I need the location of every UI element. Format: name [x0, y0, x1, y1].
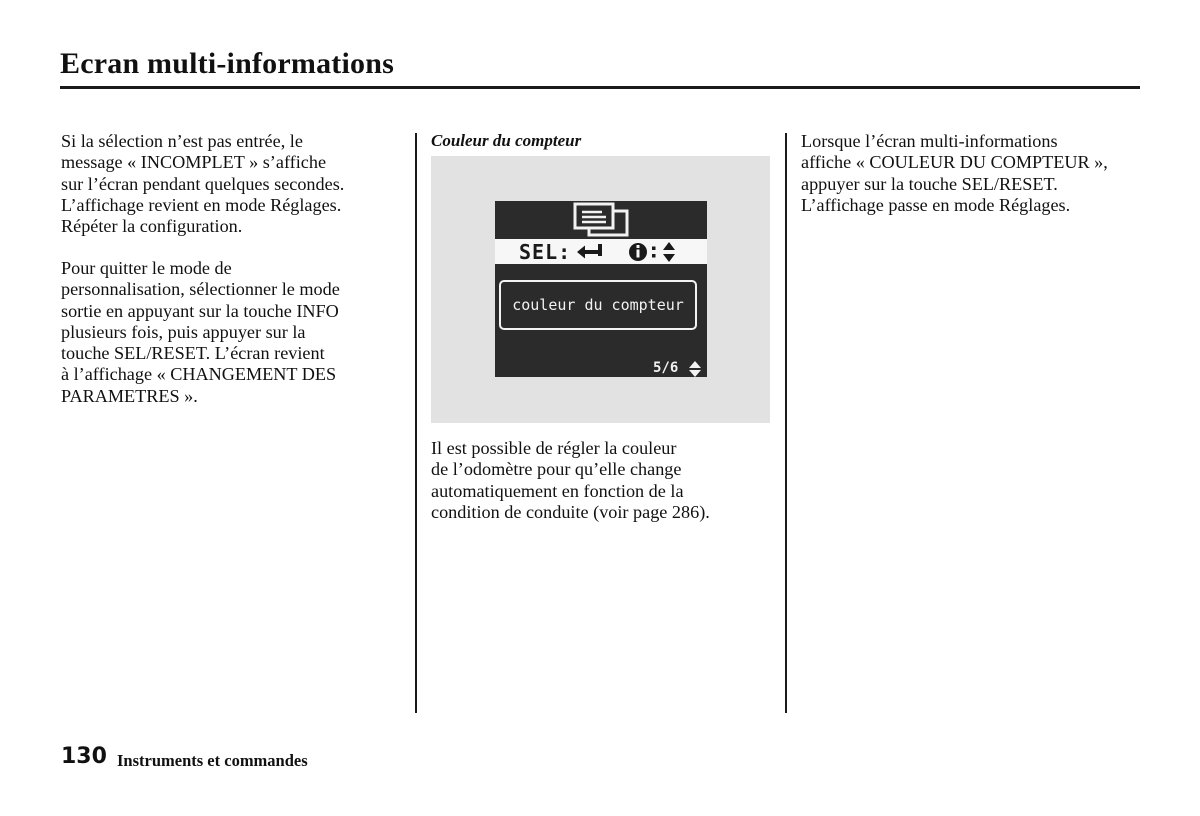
control-icons [495, 239, 707, 264]
menu-item-box [499, 280, 697, 330]
page-up-down-icon [689, 361, 701, 377]
lcd-header [495, 201, 707, 239]
column-divider-right [785, 133, 787, 713]
display-caption: Couleur du compteur [431, 131, 582, 150]
lcd-screen [495, 201, 707, 377]
right-paragraph: Lorsque l’écran multi-informations affiche « COULEUR DU COMPTEUR », appuyer sur la touche SEL/RESET. L’affichage passe en mode Réglages. [801, 131, 1108, 215]
menu-item-label: couleur du compteur [512, 296, 684, 314]
up-down-arrows-icon [663, 242, 675, 262]
screens-icon [495, 201, 707, 239]
page-title: Ecran multi-informations [60, 47, 394, 80]
title-rule [60, 86, 1140, 89]
left-paragraph-2: Pour quitter le mode de personnalisation, sélectionner le mode sortie en appuyant sur la touche INFO plusieurs fois, puis appuyer sur la touche SEL/RESET. L’écran revient à l’affichage « CHANGEMENT DES PARAMETRES ». [61, 258, 340, 406]
left-paragraph-1: Si la sélection n’est pas entrée, le message « INCOMPLET » s’affiche sur l’écran pendant quelques secondes. L’affichage revient en mode Réglages. Répéter la configuration. [61, 131, 345, 237]
enter-arrow-icon [577, 244, 602, 259]
column-divider-left [415, 133, 417, 713]
info-icon [629, 243, 647, 261]
middle-paragraph: Il est possible de régler la couleur de l’odomètre pour qu’elle change automatiquement en fonction de la condition de conduite (voir page 286). [431, 438, 710, 522]
lcd-control-bar [495, 239, 707, 264]
page-indicator: 5/6 [653, 360, 679, 376]
info-colon [652, 247, 656, 258]
sel-label: SEL: [519, 240, 572, 264]
display-illustration [431, 156, 770, 423]
page-number: 130 [61, 744, 107, 769]
section-title: Instruments et commandes [117, 751, 308, 770]
